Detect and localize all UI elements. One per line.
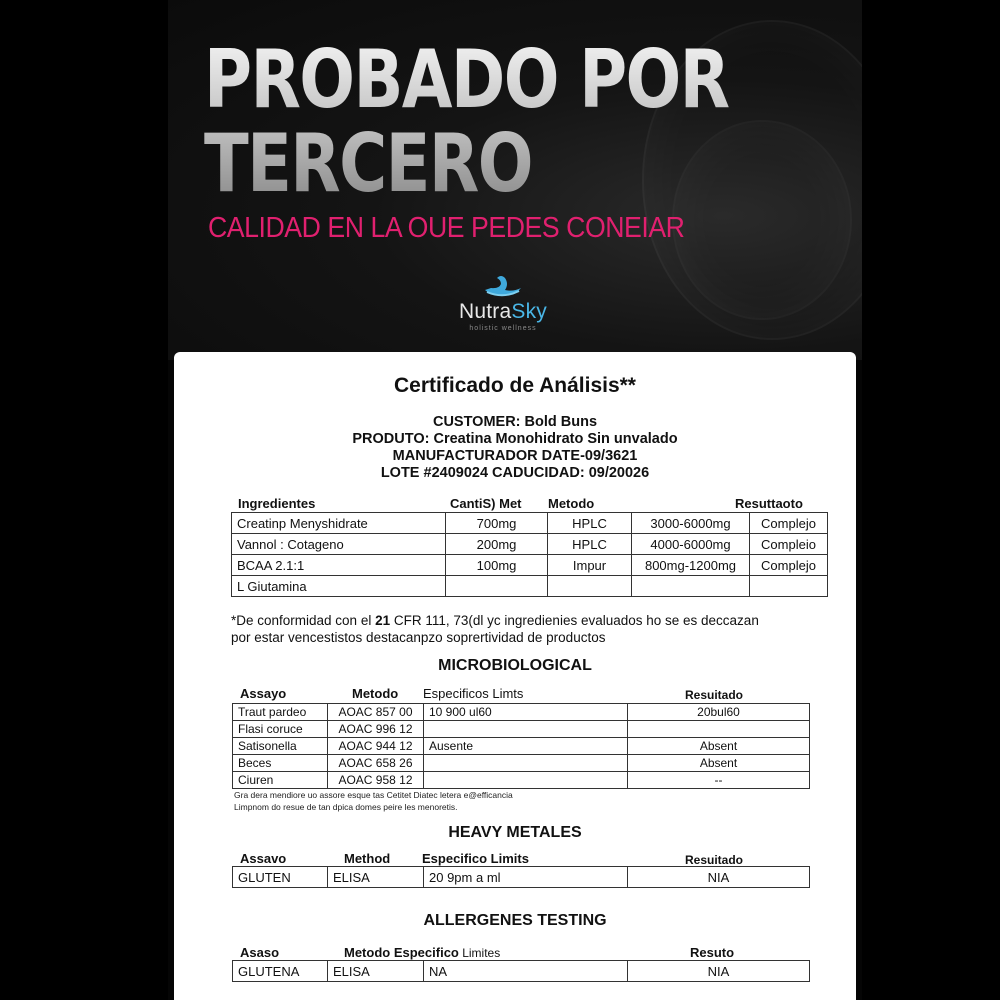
assay-name: Ciuren [233,772,328,789]
method-header: Method [344,851,391,866]
ingredient-method: HPLC [548,513,632,534]
ingredient-amount: 700mg [446,513,548,534]
swan-logo-icon [481,272,525,298]
lot-line: LOTE #2409024 CADUCIDAD: 09/20026 [380,465,650,481]
ingredients-header: Ingredientes [238,496,316,511]
manufacture-date-line: MANUFACTURADOR DATE-09/3621 [392,448,638,464]
ingredient-name: BCAA 2.1:1 [232,555,446,576]
hero-title-line2: TERCERO [204,117,532,210]
assay-limits [424,721,628,738]
assay-result [628,721,810,738]
ingredient-result: Complejo [750,555,828,576]
assay-method: AOAC 944 12 [328,738,424,755]
ingredient-result: Compleio [750,534,828,555]
table-row [232,576,828,597]
ingredient-method [548,576,632,597]
ingredient-amount: 100mg [446,555,548,576]
assay-header: Assayo [240,686,287,701]
result-header: Resuitado [685,853,744,867]
ingredient-method: HPLC [548,534,632,555]
table-row [233,867,810,888]
assay-limits: Ausente [424,738,628,755]
microbiological-table [232,703,810,789]
table-row [232,555,828,576]
assay-name: GLUTEN [233,867,328,888]
hero-title-line1: PROBADO POR [204,33,729,126]
method-header: Metodo [548,496,595,511]
method-header: Metodo [352,686,399,701]
right-border [862,0,1000,1000]
product-line: PRODUTO: Creatina Monohidrato Sin unvalado [352,431,678,447]
assay-name: Beces [233,755,328,772]
certificate-title: Certificado de Análisis** [394,374,636,397]
limits-header: Especificos Limts [423,686,524,701]
ingredient-range [632,576,750,597]
assay-header: Assavo [240,851,287,866]
assay-name: Satisonella [233,738,328,755]
brand-tagline: holistic wellness [469,325,537,332]
method-header: Metodo Especifico Limites [344,945,501,960]
left-border [0,0,168,1000]
ingredient-result [750,576,828,597]
assay-limits: 20 9pm a ml [424,867,628,888]
assay-name: Traut pardeo [233,704,328,721]
ingredient-amount: 200mg [446,534,548,555]
ingredient-range: 800mg-1200mg [632,555,750,576]
hero-title [204,33,729,210]
certificate-card [174,352,856,1000]
hero-subtitle: CALIDAD EN LA OUE PEDES CONEIAR [208,212,685,244]
assay-result: 20bul60 [628,704,810,721]
ingredient-name: Creatinp Menyshidrate [232,513,446,534]
assay-method: AOAC 658 26 [328,755,424,772]
heavy-metals-title: HEAVY METALES [448,824,582,841]
assay-method: ELISA [328,961,424,982]
ingredient-method: Impur [548,555,632,576]
brand-logo [418,272,588,332]
assay-result: NIA [628,867,810,888]
microbiological-title: MICROBIOLOGICAL [438,657,592,674]
assay-limits: 10 900 ul60 [424,704,628,721]
hero-banner [168,0,862,360]
ingredient-name: L Giutamina [232,576,446,597]
ingredient-amount [446,576,548,597]
amount-method-header: CantiS) Met [450,496,522,511]
table-row [233,755,810,772]
allergens-title: ALLERGENES TESTING [423,912,607,929]
assay-method: AOAC 857 00 [328,704,424,721]
ingredient-range: 3000-6000mg [632,513,750,534]
assay-limits [424,772,628,789]
table-row [233,721,810,738]
customer-line: CUSTOMER: Bold Buns [432,414,598,430]
assay-method: AOAC 958 12 [328,772,424,789]
table-row [233,738,810,755]
table-row [232,534,828,555]
table-row [232,513,828,534]
ingredients-table [231,512,828,597]
assay-header: Asaso [240,945,280,960]
assay-method: AOAC 996 12 [328,721,424,738]
assay-limits: NA [424,961,628,982]
assay-result: NIA [628,961,810,982]
result-header: Resuitado [685,688,744,702]
assay-result: -- [628,772,810,789]
heavy-metals-table [232,866,810,888]
table-row [233,961,810,982]
result-header: Resuto [690,945,735,960]
ingredient-result: Complejo [750,513,828,534]
brand-name: NutraSky [459,300,547,323]
assay-name: GLUTENA [233,961,328,982]
microbiological-footnote: Gra dera mendiore uo assore esque tas Cetitet Diatec letera e@efficancia Limpnom do resue de tan dpica domes peire les menoretis. [234,790,513,812]
ingredient-range: 4000-6000mg [632,534,750,555]
assay-result: Absent [628,738,810,755]
result-header: Resuttaoto [735,496,803,511]
assay-name: Flasi coruce [233,721,328,738]
conformity-note-line2: por estar vencestistos destacanpzo soprertividad de productos [231,630,606,645]
table-row [233,704,810,721]
assay-result: Absent [628,755,810,772]
allergens-table [232,960,810,982]
conformity-note [231,612,759,646]
limits-header: Especifico Limits [422,851,529,866]
assay-limits [424,755,628,772]
conformity-note-line1: *De conformidad con el 21 CFR 111, 73(dl yc ingredienies evaluados ho se es deccazan [231,613,759,628]
assay-method: ELISA [328,867,424,888]
certificate-header [174,414,856,482]
ingredient-name: Vannol : Cotageno [232,534,446,555]
table-row [233,772,810,789]
